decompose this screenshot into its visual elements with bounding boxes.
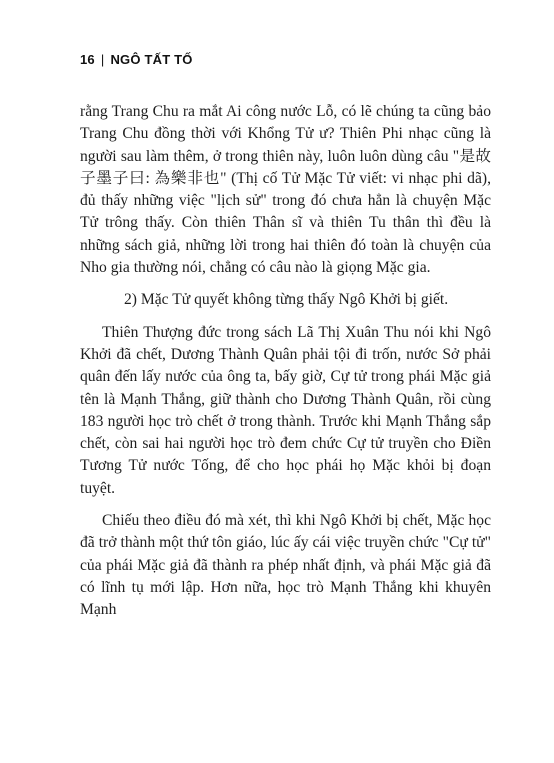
page-number: 16	[80, 52, 95, 67]
book-title: NGÔ TẤT TỐ	[110, 52, 193, 67]
paragraph-numbered-point: 2) Mặc Tử quyết không từng thấy Ngô Khởi bị giết.	[124, 291, 449, 309]
running-header	[80, 52, 193, 67]
body-text	[80, 101, 491, 632]
paragraph-continued: rằng Trang Chu ra mắt Ai công nước Lỗ, có lẽ chúng ta cũng bảo Trang Chu đồng thời với Khổng Tử ư? Thiên Phi nhạc cũng là người sau làm thêm, ở trong thiên này, luôn luôn dùng câu "是故子墨子曰: 為樂非也" (Thị cố Tử Mặc Tử viết: vi nhạc phi dã), đủ thấy những việc "lịch sử" trong đó chưa hẳn là chuyện Mặc Tử trông thấy. Còn thiên Thân sĩ và thiên Tu thân thì đều là những sách giả, những lời trong hai thiên đó toàn là chuyện của Nho gia thường nói, chẳng có câu nào là giọng Mặc gia.	[80, 103, 491, 277]
header-separator: |	[100, 52, 105, 67]
paragraph: Thiên Thượng đức trong sách Lã Thị Xuân Thu nói khi Ngô Khởi đã chết, Dương Thành Quân phải tội đi trốn, nước Sở phải quân đến lấy nước của ông ta, bấy giờ, Cự tử trong phái Mặc giả tên là Mạnh Thắng, giữ thành cho Dương Thành Quân, rồi cùng 183 người học trò chết ở trong thành. Trước khi Mạnh Thắng sắp chết, còn sai hai người học trò đem chức Cự tử truyền cho Điền Tương Tử nước Tống, để cho học phái họ Mặc khỏi bị đoạn tuyệt.	[80, 323, 491, 497]
paragraph: Chiếu theo điều đó mà xét, thì khi Ngô Khởi bị chết, Mặc học đã trở thành một thứ tôn giáo, lúc ấy cái việc truyền chức "Cự tử" của phái Mặc giả đã thành ra phép nhất định, và phái Mặc giả đã có lĩnh tụ mới lập. Hơn nữa, học trò Mạnh Thắng khi khuyên Mạnh	[80, 512, 491, 619]
